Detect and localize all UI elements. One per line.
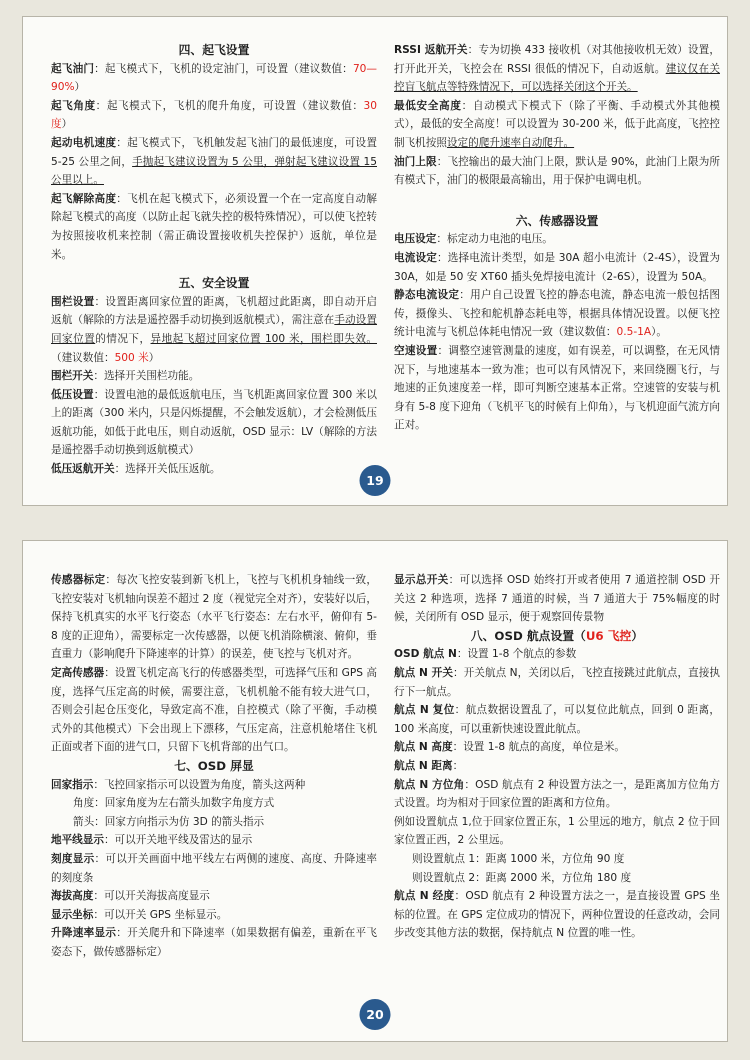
param-label: 航点 N 高度 (394, 741, 453, 754)
recommended-value: 70—90% (51, 62, 378, 94)
param-text: ：每次飞控安装到新飞机上，飞控与飞机机身轴线一致，飞控安装对飞机轴向误差不超过 2 度（视觉完全对齐），安装好以后，保持飞机真实的水平飞行姿态（水平飞行姿态：左右水平，俯仰有 5-8 度的正迎角），需要标定一次传感器，以便飞机消除横滚、俯仰，垂直重力（影响爬升下降速率的计算）的误差，使飞控与飞机对齐。 (51, 574, 378, 661)
param-climb-rate-display (51, 924, 377, 961)
param-label: 刻度显示 (51, 852, 95, 865)
param-text: ：飞机在起飞模式下，必须设置一个在一定高度自动解除起飞模式的高度（以防止起飞就失控的极特殊情况），可以使飞控转为按照接收机来控制（需正确设置接收机失控保护）返航，单位是米。 (51, 192, 378, 261)
waypoint-example: 例如设置航点 1,位于回家位置正东，1 公里远的地方，航点 2 位于回家位置正西，2 公里远。 (394, 815, 720, 847)
param-label: 起飞油门 (51, 62, 95, 75)
param-text: ：用户自己设置飞控的静态电流，静态电流一般包括图传，摄像头、飞控和舵机静态耗电等，根据具体情况设置。以便飞控统计电流与飞机总体耗电情况一致（建议数值： (394, 289, 721, 339)
page19-right-column (394, 41, 720, 435)
param-text: （建议数值： (51, 351, 115, 364)
param-label: 低压返航开关 (51, 463, 115, 476)
param-label: OSD 航点 N (394, 648, 457, 661)
param-label: 围栏开关 (51, 370, 94, 383)
param-current-setting (394, 249, 720, 286)
param-label: 电流设定 (394, 251, 437, 264)
param-text: ：设置 1-8 个航点的参数 (456, 648, 577, 661)
param-waypoint-switch (394, 664, 720, 701)
home-indicator-arrow-option: 箭头：回家方向指示为仿 3D 的箭头指示 (73, 815, 265, 828)
param-osd-waypoint-n (394, 645, 720, 664)
param-text: ：飞控回家指示可以设置为角度，箭头这两种 (93, 778, 306, 791)
param-label: 空速设置 (394, 344, 438, 357)
param-motor-start-speed (51, 134, 377, 190)
page20-right-column (394, 571, 720, 943)
param-label: 起动电机速度 (51, 136, 117, 149)
param-low-voltage-rth-switch (51, 460, 377, 479)
param-altitude-display (51, 887, 377, 906)
param-rssi-rth-switch (394, 41, 720, 97)
waypoint-example-1: 则设置航点 1：距离 1000 米，方位角 90 度 (412, 852, 625, 865)
param-display-master-switch (394, 571, 720, 627)
param-coordinate-display (51, 906, 377, 925)
underlined-note: 异地起飞超过回家位置 100 米，围栏即失效。 (150, 332, 377, 345)
param-airspeed-setting (394, 342, 720, 435)
param-label: 航点 N 开关 (394, 666, 453, 679)
param-text: ：可以选择 OSD 始终打开或者使用 7 通道控制 OSD 开关这 2 种选项，选择 7 通道的时候，当 7 通道大于 75%幅度的时候，关闭所有 OSD 显示，便于观察回传景物 (394, 574, 721, 624)
section-heading-sensor: 六、传感器设置 (515, 213, 599, 228)
param-label: 海拔高度 (51, 890, 94, 903)
param-text-end: ） (61, 118, 73, 131)
param-label: 回家指示 (51, 778, 94, 791)
param-label: RSSI 返航开关 (394, 44, 468, 56)
param-text: ：选择开关围栏功能。 (93, 370, 200, 383)
param-label: 显示总开关 (394, 574, 449, 586)
param-text: ：OSD 航点有 2 种设置方法之一，是直接设置 GPS 坐标的位置。在 GPS 定位成功的情况下，两种位置设的任意改动，会同步改变其他方法的数据，保持航点 N 位置的唯一性。 (394, 890, 720, 940)
param-text: ：OSD 航点有 2 种设置方法之一，是距离加方位角方式设置。均为相对于回家位置的距离和方位角。 (394, 778, 721, 810)
param-text: ：可以开关 GPS 坐标显示。 (93, 908, 228, 921)
param-label: 传感器标定 (51, 574, 106, 586)
page19-left-column (51, 41, 377, 479)
param-text: ：专为切换 433 接收机（对其他接收机无效）设置，打开此开关，飞控会在 RSSI 很低的情况下，自动返航。 (394, 44, 720, 75)
param-home-indicator (51, 776, 377, 795)
section-heading-osd: 七、OSD 屏显 (174, 758, 254, 773)
param-label: 油门上限 (394, 155, 437, 168)
param-takeoff-angle (51, 97, 377, 134)
param-label: 航点 N 经度 (394, 890, 455, 903)
recommended-value: 30 度 (51, 99, 378, 131)
param-label: 航点 N 方位角 (394, 778, 465, 791)
page-number-badge: 20 (360, 999, 391, 1030)
heading-text: 八、OSD 航点设置（ (470, 628, 586, 643)
param-takeoff-throttle (51, 60, 377, 97)
param-text: ：设置 1-8 航点的高度，单位是米。 (452, 741, 625, 754)
page-19 (22, 16, 728, 506)
param-waypoint-bearing (394, 776, 720, 813)
param-text: ：选择开关低压返航。 (114, 463, 221, 476)
param-label: 围栏设置 (51, 295, 95, 308)
param-takeoff-release-altitude (51, 190, 377, 264)
param-label: 地平线显示 (51, 834, 104, 847)
param-label: 起飞解除高度 (51, 192, 117, 205)
param-waypoint-reset (394, 701, 720, 738)
recommended-value: 0.5-1A (616, 326, 652, 339)
param-label: 低压设置 (51, 388, 94, 401)
param-waypoint-longitude (394, 887, 720, 943)
param-text: ： (452, 759, 464, 772)
param-text-end: ） (74, 81, 86, 94)
param-label: 升降速率显示 (51, 927, 117, 940)
param-text: ：起飞模式下，飞机的设定油门，可设置（建议数值： (94, 62, 353, 75)
underlined-note: 手动设置回家位置 (51, 314, 378, 345)
param-static-current (394, 286, 720, 342)
waypoint-example-2: 则设置航点 2：距离 2000 米，方位角 180 度 (412, 871, 632, 884)
param-text: ：标定动力电池的电压。 (436, 233, 553, 246)
section-heading-safety: 五、安全设置 (178, 276, 250, 291)
param-text: ：可以开关画面中地平线左右两侧的速度、高度、升降速率的刻度条 (51, 852, 378, 884)
param-text: ：自动模式下模式下（除了平衡、手动模式外其他模式），最低的安全高度！可以设置为 30-200 米，低于此高度，飞控控制飞机按照 (394, 99, 721, 149)
param-label: 起飞角度 (51, 99, 96, 112)
param-throttle-limit (394, 153, 720, 190)
heading-highlight: U6 飞控 (585, 628, 632, 643)
param-text: ：航点数据设置乱了，可以复位此航点，回到 0 距离，100 米高度，可以重新快速设置此航点。 (394, 704, 720, 735)
param-altitude-sensor (51, 664, 377, 757)
section-heading-osd-waypoint (394, 627, 720, 646)
underlined-note: 设定的爬升速率自动爬升。 (446, 136, 575, 149)
param-text: ：起飞模式下，飞机的爬升角度，可设置（建议数值： (95, 99, 364, 112)
underlined-note: 建议仅在关控盲飞航点等特殊情况下，可以选择关闭这个开关。 (394, 62, 720, 94)
param-text: ：开关爬升和下降速率（如果数据有偏差，重新在平飞姿态下，做传感器标定） (51, 927, 378, 958)
param-voltage-setting (394, 230, 720, 249)
recommended-value: 500 米 (114, 351, 149, 364)
param-fence-setting (51, 293, 377, 367)
param-horizon-display (51, 831, 377, 850)
underlined-note: 手抛起飞建议设置为 5 公里，弹射起飞建议设置 15 公里以上。 (51, 155, 377, 187)
param-text: ：设置电池的最低返航电压，当飞机距离回家位置 300 米以上的距离（300 米内，只是闪烁提醒，不会触发返航），才会检测低压返航功能，如低于此电压，则自动返航，OSD 显示：LV（解除的方法是遥控器手动切换到返航模式） (51, 388, 378, 457)
param-min-safe-altitude (394, 97, 720, 153)
param-label: 电压设定 (394, 233, 437, 246)
section-heading-takeoff: 四、起飞设置 (178, 43, 250, 57)
param-text-end: ） (148, 351, 160, 364)
param-sensor-calibration (51, 571, 377, 664)
heading-text-end: ） (631, 628, 644, 643)
param-text: ：选择电流计类型，如是 30A 超小电流计（2-4S），设置为 30A，如是 50 安 XT60 插头免焊接电流计（2-6S），设置为 50A。 (394, 251, 720, 283)
home-indicator-angle-option: 角度：回家角度为左右箭头加数字角度方式 (73, 797, 275, 810)
param-text: ：设置距离回家位置的距离，飞机超过此距离，即自动开启返航（解除的方法是遥控器手动切换到返航模式），需注意在 (51, 295, 378, 327)
param-waypoint-distance (394, 757, 720, 776)
param-label: 定高传感器 (51, 666, 105, 679)
page-number-badge: 19 (360, 465, 391, 496)
param-label: 显示坐标 (51, 908, 94, 921)
page-20 (22, 540, 728, 1042)
param-text: ：设置飞机定高飞行的传感器类型，可选择气压和 GPS 高度，选择气压定高的时候，需要注意，飞机机舱不能有较大进气口，否则会引起仓压变化，导致定高不准，自控模式（除了平衡，手动模式外的其他模式）下会出现上下漂移，气压定高，注意机舱堵住飞机正面或者下面的进气口，只留下飞机背部的出气口。 (51, 666, 378, 754)
param-text: ：起飞模式下，飞机触发起飞油门的最低速度，可设置 5-25 公里之间， (51, 136, 378, 168)
param-low-voltage-setting (51, 386, 377, 460)
param-text: ：飞控输出的最大油门上限，默认是 90%，此油门上限为所有模式下，油门的极限最高输出，用于保护电调电机。 (394, 155, 720, 187)
param-text: ：开关航点 N，关闭以后，飞控直接跳过此航点，直接执行下一航点。 (394, 666, 720, 698)
param-text: ：调整空速管测量的速度，如有误差，可以调整，在无风情况下，与地速基本一致为准；也可以有风情况下，来回绕圈飞行，与地速的正负速度差一样，即可判断空速基本正常。空速管的安装与机身有 5-8 度下迎角（飞机平飞的时候有上仰角），与飞机迎面气流方向正对。 (394, 344, 721, 432)
param-text-end: ）。 (651, 326, 668, 339)
param-text: ：可以开关地平线及雷达的显示 (103, 834, 253, 847)
param-waypoint-altitude (394, 738, 720, 757)
param-label: 静态电流设定 (394, 289, 460, 302)
param-label: 最低安全高度 (394, 99, 462, 112)
param-label: 航点 N 距离 (394, 759, 453, 772)
param-scale-display (51, 850, 377, 887)
param-label: 航点 N 复位 (394, 704, 455, 717)
page20-left-column (51, 571, 377, 961)
param-fence-switch (51, 367, 377, 386)
param-text: 的情况下， (95, 332, 151, 345)
param-text: ：可以开关海拔高度显示 (93, 890, 210, 903)
